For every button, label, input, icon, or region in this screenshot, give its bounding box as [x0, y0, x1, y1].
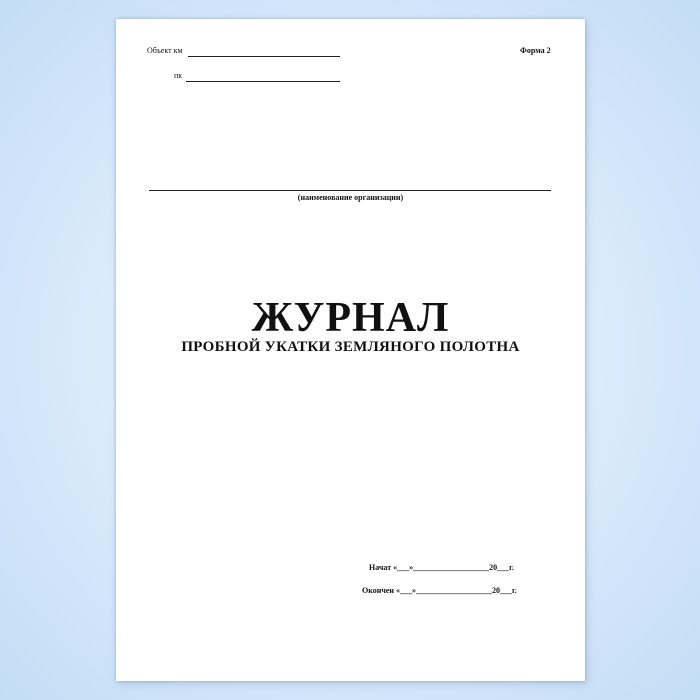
organization-field-line: [149, 190, 551, 191]
start-date-field: Начат «___»___________________20___г.: [369, 563, 514, 572]
journal-title: ЖУРНАЛ: [251, 295, 450, 341]
document-page: [116, 19, 585, 681]
object-km-field-line: [188, 56, 340, 57]
pk-field-line: [186, 81, 340, 82]
journal-subtitle: ПРОБНОЙ УКАТКИ ЗЕМЛЯНОГО ПОЛОТНА: [181, 339, 520, 355]
organization-caption: (наименование организации): [297, 193, 404, 202]
object-km-label: Объект км: [147, 46, 183, 55]
end-date-field: Окончен «___»___________________20___г.: [362, 586, 517, 595]
form-number-label: Форма 2: [520, 46, 551, 55]
pk-label: пк: [174, 71, 183, 80]
